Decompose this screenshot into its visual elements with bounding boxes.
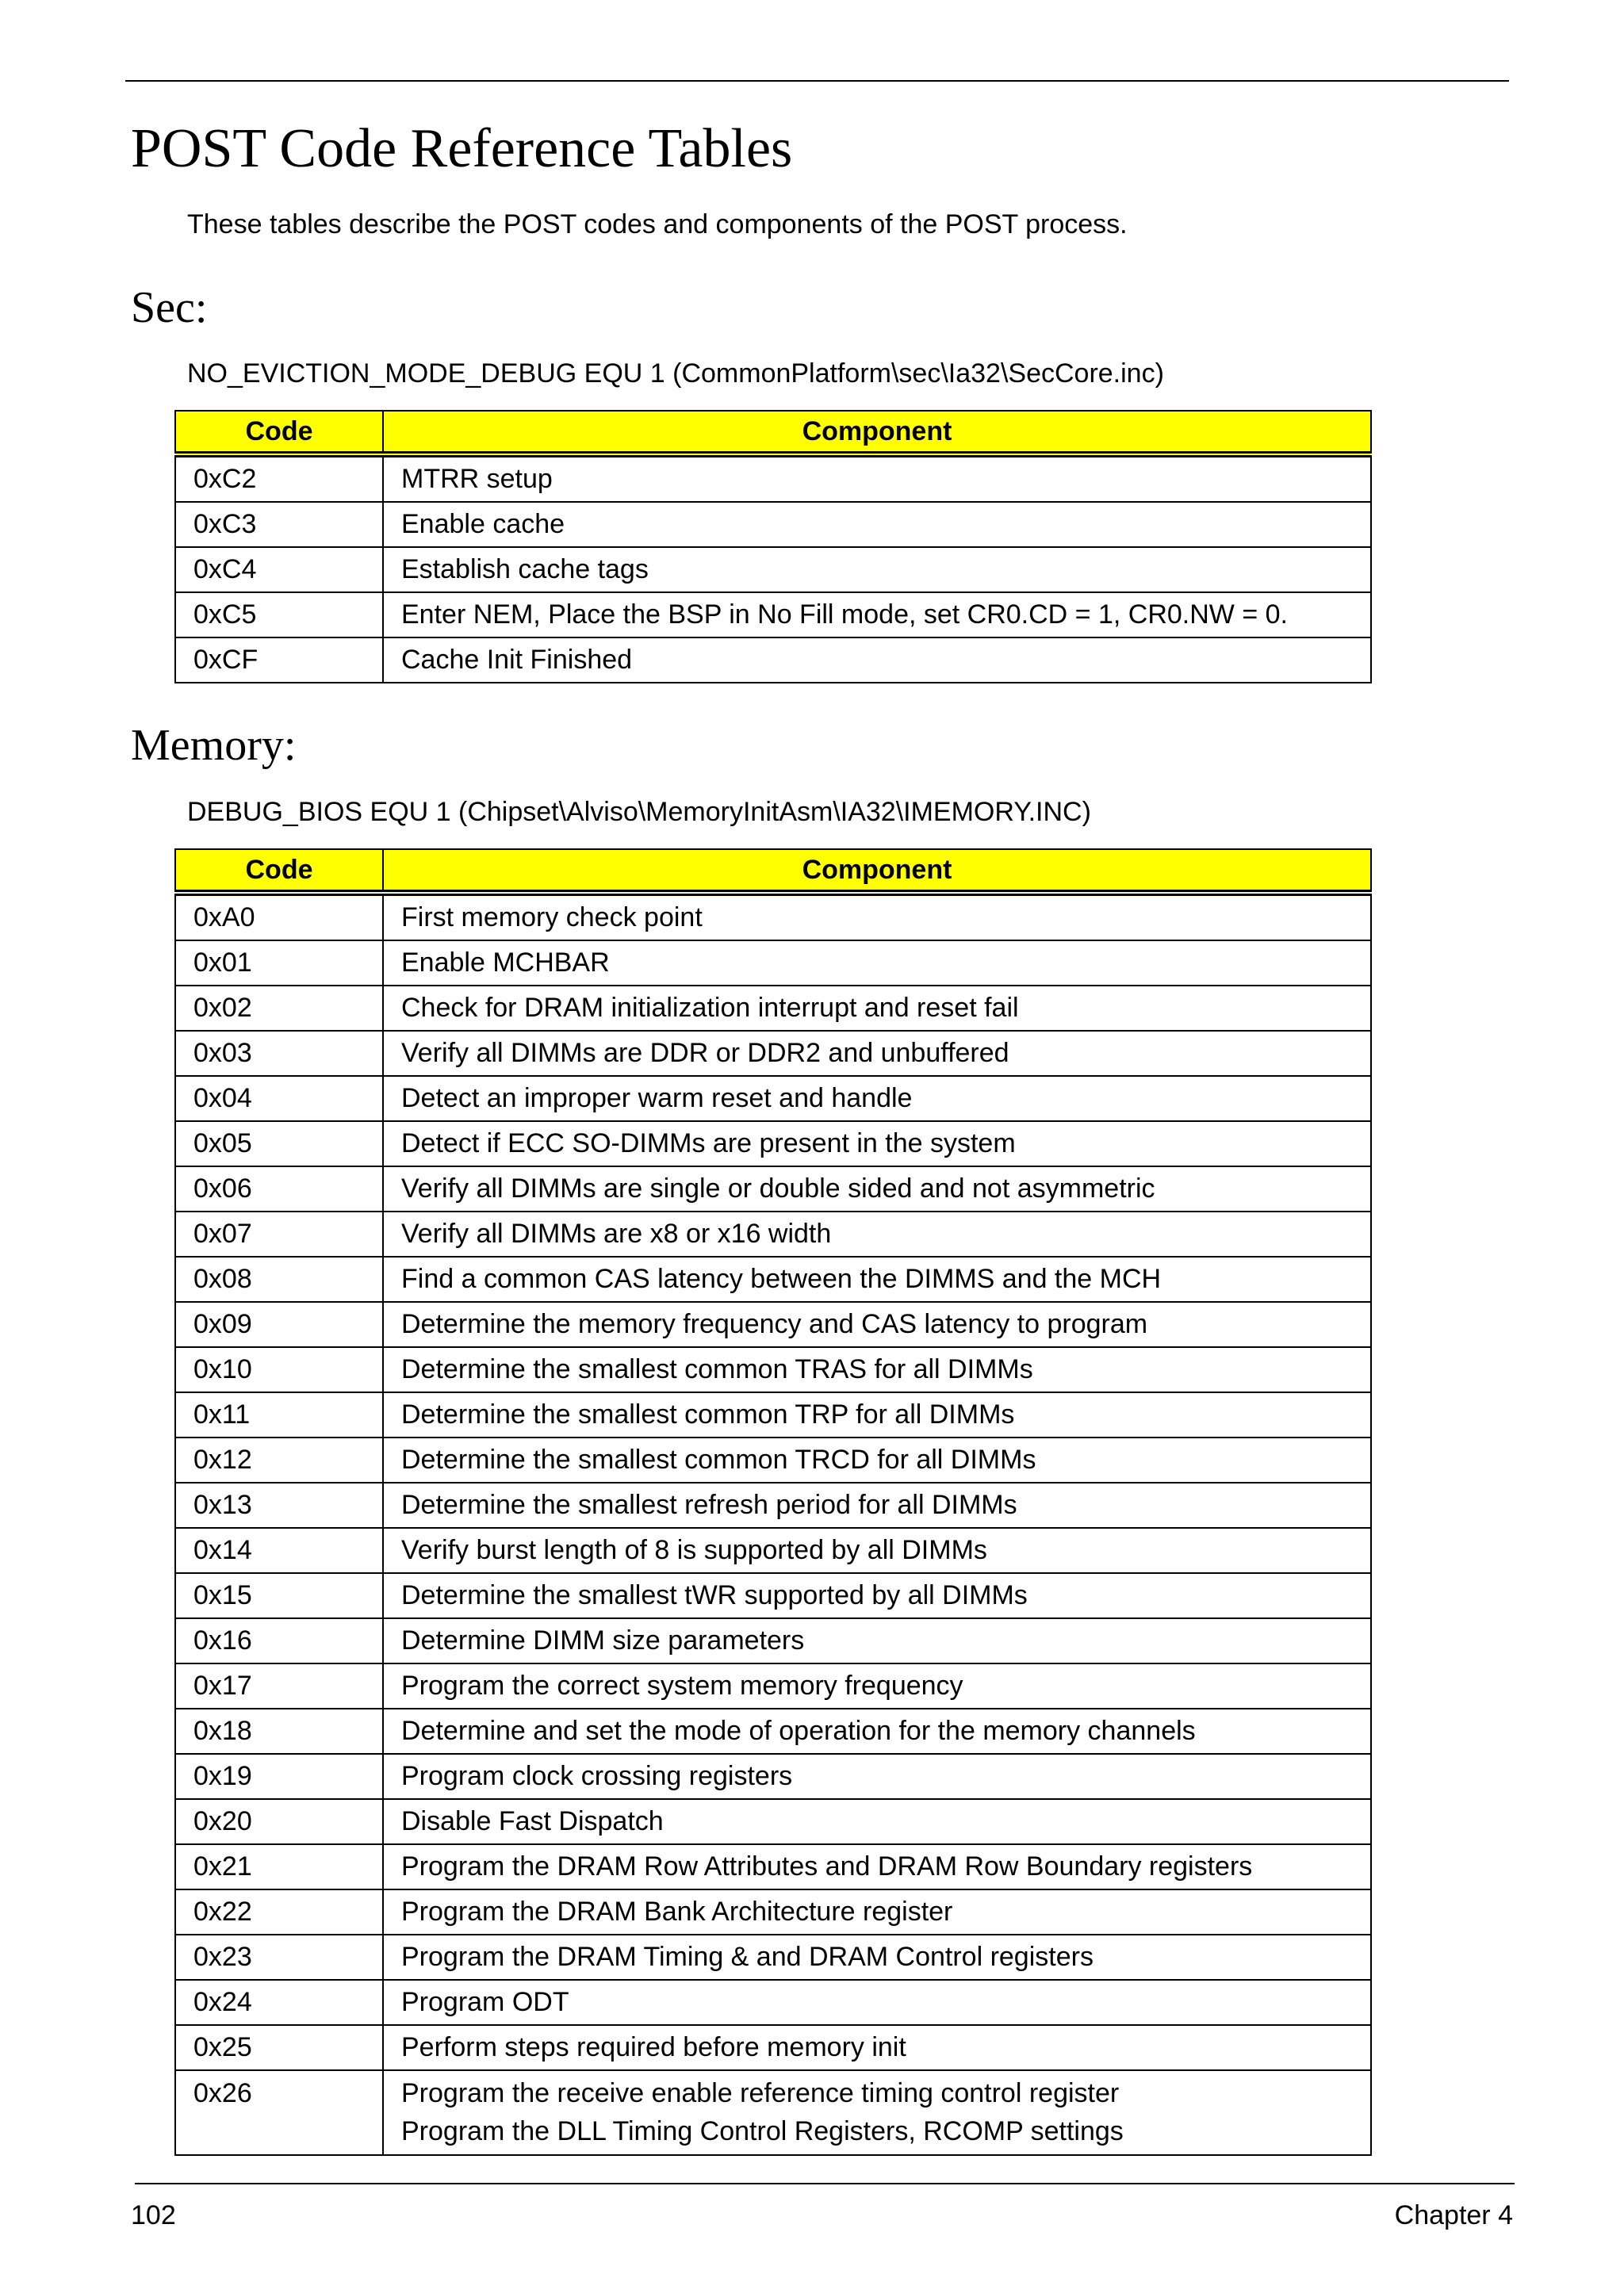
table-row — [175, 1257, 1371, 1302]
page-title: POST Code Reference Tables — [131, 118, 793, 179]
page-number: 102 — [131, 2200, 176, 2230]
table-row — [175, 1889, 1371, 1935]
component-cell: Determine the smallest common TRCD for all DIMMs — [383, 1438, 1371, 1483]
code-cell: 0xCF — [175, 637, 383, 683]
code-cell: 0x03 — [175, 1031, 383, 1076]
code-cell: 0x18 — [175, 1709, 383, 1754]
code-cell: 0x08 — [175, 1257, 383, 1302]
table-row — [175, 1709, 1371, 1754]
table-row — [175, 1166, 1371, 1212]
table-row — [175, 1528, 1371, 1573]
component-cell: Determine the smallest common TRP for all DIMMs — [383, 1392, 1371, 1438]
component-cell: Verify all DIMMs are DDR or DDR2 and unbuffered — [383, 1031, 1371, 1076]
component-cell: Program the DRAM Bank Architecture register — [383, 1889, 1371, 1935]
code-cell: 0x20 — [175, 1799, 383, 1844]
table-row — [175, 454, 1371, 502]
table-row — [175, 1076, 1371, 1121]
component-cell: Determine and set the mode of operation for the memory channels — [383, 1709, 1371, 1754]
table-row — [175, 592, 1371, 637]
component-cell: Perform steps required before memory init — [383, 2025, 1371, 2070]
code-cell: 0x07 — [175, 1212, 383, 1257]
table-row — [175, 1347, 1371, 1392]
component-cell: Detect if ECC SO-DIMMs are present in the system — [383, 1121, 1371, 1166]
component-cell — [383, 2070, 1371, 2155]
code-cell: 0x05 — [175, 1121, 383, 1166]
memory-config-line: DEBUG_BIOS EQU 1 (Chipset\Alviso\MemoryInitAsm\IA32\IMEMORY.INC) — [187, 797, 1091, 827]
code-cell: 0x01 — [175, 940, 383, 986]
code-cell: 0x16 — [175, 1618, 383, 1663]
table-row — [175, 1754, 1371, 1799]
code-cell: 0x23 — [175, 1935, 383, 1980]
component-cell: Program the DRAM Timing & and DRAM Control registers — [383, 1935, 1371, 1980]
component-line: Program the DLL Timing Control Registers, RCOMP settings — [401, 2116, 1124, 2146]
code-cell: 0x26 — [175, 2070, 383, 2155]
component-cell: Detect an improper warm reset and handle — [383, 1076, 1371, 1121]
component-cell: Determine the memory frequency and CAS latency to program — [383, 1302, 1371, 1347]
table-row — [175, 1663, 1371, 1709]
table-row — [175, 1302, 1371, 1347]
component-cell: Program the DRAM Row Attributes and DRAM Row Boundary registers — [383, 1844, 1371, 1889]
component-cell: Determine the smallest refresh period for all DIMMs — [383, 1483, 1371, 1528]
table-header-row — [175, 849, 1371, 893]
code-cell: 0x02 — [175, 986, 383, 1031]
component-cell: Verify all DIMMs are single or double sided and not asymmetric — [383, 1166, 1371, 1212]
code-cell: 0x04 — [175, 1076, 383, 1121]
code-cell: 0x19 — [175, 1754, 383, 1799]
sec-table — [174, 410, 1372, 683]
code-cell: 0x24 — [175, 1980, 383, 2025]
table-row — [175, 1212, 1371, 1257]
code-cell: 0x22 — [175, 1889, 383, 1935]
component-cell: MTRR setup — [383, 454, 1371, 502]
component-cell: Enable cache — [383, 502, 1371, 547]
component-cell: Enable MCHBAR — [383, 940, 1371, 986]
code-cell: 0xC2 — [175, 454, 383, 502]
sec-heading: Sec: — [131, 283, 208, 332]
code-cell: 0x25 — [175, 2025, 383, 2070]
code-cell: 0xA0 — [175, 893, 383, 940]
component-cell: Verify all DIMMs are x8 or x16 width — [383, 1212, 1371, 1257]
table-row — [175, 986, 1371, 1031]
component-cell: Program the correct system memory frequency — [383, 1663, 1371, 1709]
component-cell: Determine the smallest tWR supported by all DIMMs — [383, 1573, 1371, 1618]
column-header-code: Code — [175, 411, 383, 454]
component-line: Program the receive enable reference timing control register — [401, 2078, 1120, 2108]
component-cell: Program ODT — [383, 1980, 1371, 2025]
table-row — [175, 2025, 1371, 2070]
table-header-row — [175, 411, 1371, 454]
code-cell: 0x13 — [175, 1483, 383, 1528]
memory-heading: Memory: — [131, 721, 297, 770]
component-cell: Program clock crossing registers — [383, 1754, 1371, 1799]
component-cell: Determine DIMM size parameters — [383, 1618, 1371, 1663]
table-row — [175, 940, 1371, 986]
code-cell: 0x21 — [175, 1844, 383, 1889]
column-header-component: Component — [383, 849, 1371, 893]
table-row — [175, 502, 1371, 547]
table-row — [175, 547, 1371, 592]
code-cell: 0x06 — [175, 1166, 383, 1212]
column-header-component: Component — [383, 411, 1371, 454]
component-cell: Determine the smallest common TRAS for all DIMMs — [383, 1347, 1371, 1392]
table-row — [175, 1121, 1371, 1166]
component-cell: Disable Fast Dispatch — [383, 1799, 1371, 1844]
sec-config-line: NO_EVICTION_MODE_DEBUG EQU 1 (CommonPlatform\sec\Ia32\SecCore.inc) — [187, 358, 1164, 389]
code-cell: 0x11 — [175, 1392, 383, 1438]
table-row — [175, 893, 1371, 940]
component-cell: Verify burst length of 8 is supported by all DIMMs — [383, 1528, 1371, 1573]
bottom-rule — [135, 2183, 1515, 2184]
top-rule — [125, 80, 1509, 82]
component-cell: Find a common CAS latency between the DIMMS and the MCH — [383, 1257, 1371, 1302]
table-row — [175, 1935, 1371, 1980]
table-row — [175, 1618, 1371, 1663]
chapter-label: Chapter 4 — [1394, 2200, 1513, 2230]
code-cell: 0xC3 — [175, 502, 383, 547]
table-row — [175, 637, 1371, 683]
code-cell: 0x15 — [175, 1573, 383, 1618]
component-cell: Check for DRAM initialization interrupt and reset fail — [383, 986, 1371, 1031]
code-cell: 0x17 — [175, 1663, 383, 1709]
code-cell: 0xC5 — [175, 592, 383, 637]
table-row — [175, 1483, 1371, 1528]
component-cell: Establish cache tags — [383, 547, 1371, 592]
intro-text: These tables describe the POST codes and components of the POST process. — [187, 209, 1128, 239]
table-row — [175, 1392, 1371, 1438]
table-row — [175, 1980, 1371, 2025]
table-row — [175, 1799, 1371, 1844]
table-row — [175, 1573, 1371, 1618]
component-cell: Cache Init Finished — [383, 637, 1371, 683]
code-cell: 0x12 — [175, 1438, 383, 1483]
table-row — [175, 1031, 1371, 1076]
code-cell: 0x09 — [175, 1302, 383, 1347]
code-cell: 0xC4 — [175, 547, 383, 592]
code-cell: 0x10 — [175, 1347, 383, 1392]
table-row — [175, 1438, 1371, 1483]
component-cell: First memory check point — [383, 893, 1371, 940]
component-cell: Enter NEM, Place the BSP in No Fill mode, set CR0.CD = 1, CR0.NW = 0. — [383, 592, 1371, 637]
code-cell: 0x14 — [175, 1528, 383, 1573]
memory-table — [174, 848, 1372, 2156]
table-row — [175, 1844, 1371, 1889]
column-header-code: Code — [175, 849, 383, 893]
table-row — [175, 2070, 1371, 2155]
